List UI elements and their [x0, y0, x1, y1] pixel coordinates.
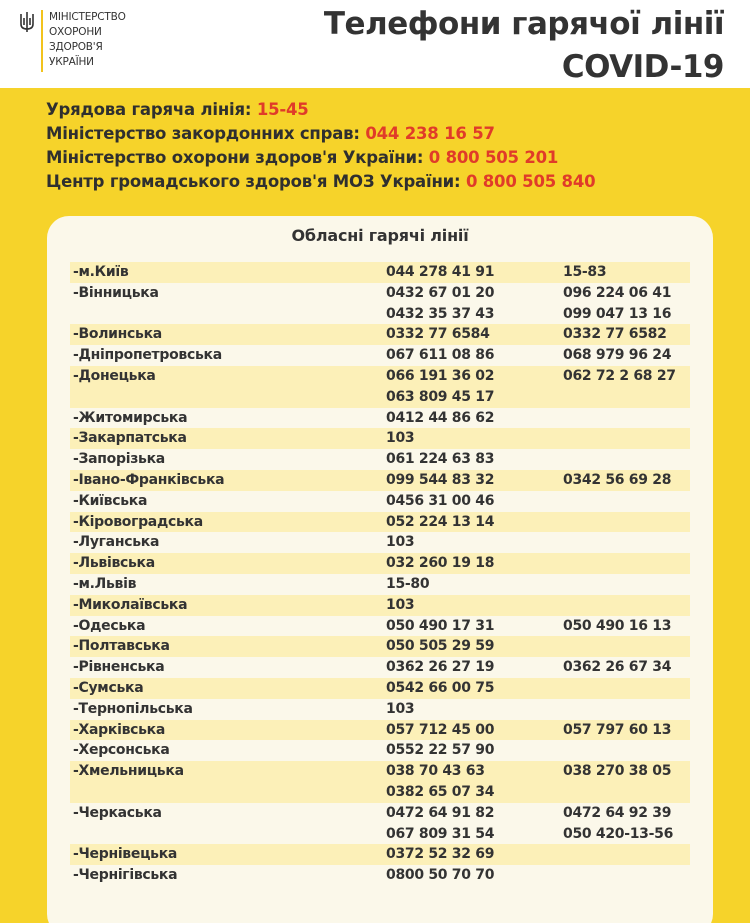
region-name: -Львівська — [73, 555, 155, 572]
region-name: -Закарпатська — [73, 430, 187, 447]
phone-primary — [386, 636, 494, 657]
phone-number: 062 72 2 68 27 — [563, 367, 676, 384]
region-name: -Вінницька — [73, 284, 159, 301]
region-name: -Волинська — [73, 326, 162, 343]
title-line-1: Телефони гарячої лінії — [323, 6, 724, 42]
phone-primary — [386, 844, 494, 865]
phone-secondary — [563, 803, 673, 845]
phone-number: 050 490 16 13 — [563, 617, 672, 634]
phone-number: 0382 65 07 34 — [386, 783, 495, 800]
phone-primary — [386, 761, 494, 803]
phone-primary — [386, 366, 494, 408]
phone-number: 063 809 45 17 — [386, 388, 495, 405]
region-name: -Кіровоградська — [73, 513, 203, 530]
phone-number: 057 712 45 00 — [386, 721, 495, 738]
phone-secondary — [563, 345, 671, 366]
phone-number: 103 — [386, 534, 415, 551]
phone-secondary — [563, 324, 667, 345]
table-row — [70, 262, 690, 283]
table-row — [70, 636, 690, 657]
phone-number: 0332 77 6584 — [386, 326, 490, 343]
phone-number: 050 505 29 59 — [386, 638, 495, 655]
phone-primary — [386, 865, 494, 886]
region-name: -Полтавська — [73, 638, 170, 655]
logo-divider — [41, 10, 43, 72]
phone-number: 0456 31 00 46 — [386, 492, 495, 509]
table-row — [70, 865, 690, 886]
region-name: -Чернівецька — [73, 846, 178, 863]
hotline-number: 044 238 16 57 — [365, 124, 495, 143]
phone-primary — [386, 324, 490, 345]
phone-primary — [386, 657, 494, 678]
phone-number: 099 047 13 16 — [563, 305, 672, 322]
phone-primary — [386, 512, 494, 533]
phone-primary — [386, 283, 494, 325]
table-row — [70, 657, 690, 678]
phone-primary — [386, 803, 494, 845]
phone-primary — [386, 595, 414, 616]
national-hotlines — [46, 98, 595, 194]
table-row — [70, 616, 690, 637]
table-row — [70, 491, 690, 512]
phone-number: 0362 26 27 19 — [386, 659, 495, 676]
phone-number: 0552 22 57 90 — [386, 742, 495, 759]
table-row — [70, 470, 690, 491]
region-name: -Херсонська — [73, 742, 170, 759]
phone-number: 15-80 — [386, 575, 430, 592]
region-name: -Харківська — [73, 721, 166, 738]
phone-number: 0432 67 01 20 — [386, 284, 495, 301]
phone-primary — [386, 699, 414, 720]
phone-primary — [386, 345, 494, 366]
table-row — [70, 324, 690, 345]
region-name: -Тернопільська — [73, 700, 193, 717]
logo-line: УКРАЇНИ — [49, 56, 94, 68]
phone-secondary — [563, 262, 606, 283]
phone-number: 050 490 17 31 — [386, 617, 495, 634]
phone-number: 0372 52 32 69 — [386, 846, 495, 863]
table-row — [70, 803, 690, 845]
region-name: -Київська — [73, 492, 148, 509]
phone-number: 061 224 63 83 — [386, 451, 495, 468]
phone-secondary — [563, 657, 671, 678]
header — [0, 0, 750, 88]
hotline-public-health-center — [46, 170, 595, 194]
region-name: -Луганська — [73, 534, 160, 551]
hotline-label: Міністерство закордонних справ: — [46, 124, 360, 143]
logo-text — [49, 10, 126, 70]
phone-primary — [386, 678, 494, 699]
phone-number: 0800 50 70 70 — [386, 867, 495, 884]
phone-number: 068 979 96 24 — [563, 347, 672, 364]
phone-secondary — [563, 720, 671, 741]
logo-line: ЗДОРОВ'Я — [49, 41, 103, 53]
trident-icon — [20, 12, 34, 32]
table-row — [70, 740, 690, 761]
phone-number: 103 — [386, 700, 415, 717]
phone-number: 067 611 08 86 — [386, 347, 495, 364]
region-name: -Рівненська — [73, 659, 165, 676]
regional-hotlines-title: Обласні гарячі лінії — [291, 226, 469, 245]
phone-primary — [386, 449, 494, 470]
phone-primary — [386, 470, 494, 491]
phone-number: 050 420-13-56 — [563, 825, 674, 842]
phone-number: 0342 56 69 28 — [563, 471, 672, 488]
table-row — [70, 345, 690, 366]
phone-primary — [386, 491, 494, 512]
region-name: -Івано-Франківська — [73, 471, 225, 488]
table-row — [70, 366, 690, 408]
phone-secondary — [563, 470, 671, 491]
hotline-label: Міністерство охорони здоров'я України: — [46, 148, 424, 167]
phone-number: 0472 64 92 39 — [563, 804, 672, 821]
phone-number: 0412 44 86 62 — [386, 409, 495, 426]
hotline-number: 0 800 505 201 — [428, 148, 559, 167]
phone-primary — [386, 553, 494, 574]
hotline-label: Урядова гаряча лінія: — [46, 100, 252, 119]
region-name: -Миколаївська — [73, 596, 188, 613]
hotline-government — [46, 98, 595, 122]
phone-secondary — [563, 761, 671, 782]
phone-secondary — [563, 283, 671, 325]
phone-secondary — [563, 616, 671, 637]
phone-number: 052 224 13 14 — [386, 513, 495, 530]
hotline-health-ministry — [46, 146, 595, 170]
region-name: -Хмельницька — [73, 763, 184, 780]
table-row — [70, 449, 690, 470]
phone-number: 0362 26 67 34 — [563, 659, 672, 676]
hotline-label: Центр громадського здоров'я МОЗ України: — [46, 172, 461, 191]
phone-number: 103 — [386, 430, 415, 447]
table-row — [70, 553, 690, 574]
phone-number: 044 278 41 91 — [386, 264, 495, 280]
phone-number: 0472 64 91 82 — [386, 804, 495, 821]
region-name: -Чернігівська — [73, 867, 178, 884]
phone-number: 096 224 06 41 — [563, 284, 672, 301]
region-name: -м.Львів — [73, 575, 137, 592]
logo-line: МІНІСТЕРСТВО — [49, 11, 126, 23]
hotline-foreign-affairs — [46, 122, 595, 146]
phone-number: 032 260 19 18 — [386, 555, 495, 572]
table-row — [70, 532, 690, 553]
region-name: -Запорізька — [73, 451, 165, 468]
phone-number: 0332 77 6582 — [563, 326, 667, 343]
phone-number: 15-83 — [563, 264, 607, 280]
phone-number: 066 191 36 02 — [386, 367, 495, 384]
hotline-number: 15-45 — [256, 100, 309, 119]
phone-number: 067 809 31 54 — [386, 825, 495, 842]
region-name: -м.Київ — [73, 264, 129, 280]
phone-number: 057 797 60 13 — [563, 721, 672, 738]
region-name: -Дніпропетровська — [73, 347, 222, 364]
phone-primary — [386, 616, 494, 637]
table-row — [70, 595, 690, 616]
table-row — [70, 720, 690, 741]
page-title — [324, 3, 724, 89]
phone-primary — [386, 740, 494, 761]
logo-line: ОХОРОНИ — [49, 26, 102, 38]
hotline-number: 0 800 505 840 — [465, 172, 596, 191]
phone-number: 0542 66 00 75 — [386, 679, 495, 696]
regional-hotlines-table — [70, 262, 690, 886]
region-name: -Черкаська — [73, 804, 162, 821]
phone-primary — [386, 574, 429, 595]
table-row — [70, 428, 690, 449]
table-row — [70, 699, 690, 720]
phone-secondary — [563, 366, 676, 387]
phone-number: 0432 35 37 43 — [386, 305, 495, 322]
table-row — [70, 678, 690, 699]
region-name: -Донецька — [73, 367, 156, 384]
phone-number: 099 544 83 32 — [386, 471, 495, 488]
table-row — [70, 574, 690, 595]
ministry-logo — [20, 10, 126, 72]
phone-primary — [386, 532, 414, 553]
table-row — [70, 408, 690, 429]
phone-number: 103 — [386, 596, 415, 613]
region-name: -Житомирська — [73, 409, 188, 426]
phone-primary — [386, 262, 494, 283]
region-name: -Одеська — [73, 617, 146, 634]
title-line-2: COVID-19 — [561, 49, 724, 85]
region-name: -Сумська — [73, 679, 144, 696]
table-row — [70, 283, 690, 325]
phone-primary — [386, 720, 494, 741]
table-row — [70, 512, 690, 533]
table-row — [70, 844, 690, 865]
table-row — [70, 761, 690, 803]
phone-primary — [386, 408, 494, 429]
phone-number: 038 70 43 63 — [386, 763, 485, 780]
phone-number: 038 270 38 05 — [563, 763, 672, 780]
phone-primary — [386, 428, 414, 449]
